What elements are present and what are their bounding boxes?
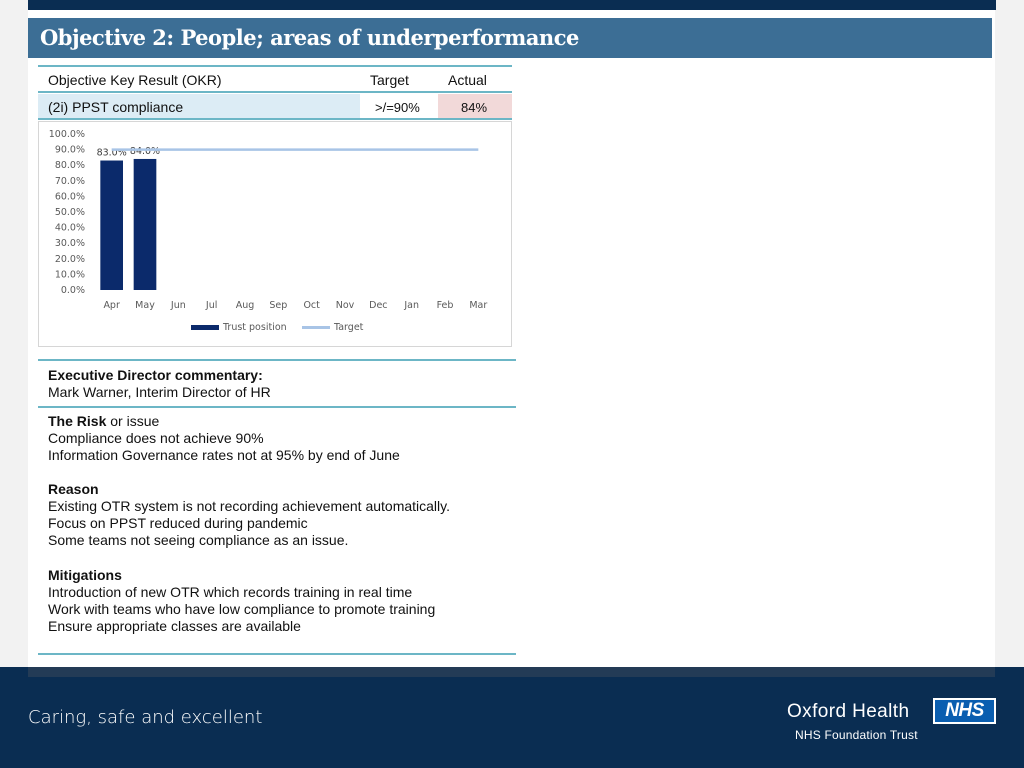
data-label: 83.0% bbox=[96, 147, 127, 159]
okr-row-actual: 84% bbox=[438, 94, 512, 118]
chart-box bbox=[38, 121, 512, 347]
okr-row bbox=[38, 94, 512, 118]
risk-line: Information Governance rates not at 95% by end of June bbox=[48, 447, 400, 463]
mitigations-block bbox=[48, 567, 508, 635]
legend-label: Trust position bbox=[223, 322, 287, 333]
x-tick-label: Nov bbox=[335, 300, 355, 311]
x-tick-label: Sep bbox=[269, 300, 288, 311]
nhs-logo-text: NHS bbox=[935, 700, 994, 722]
org-name: Oxford Health bbox=[787, 701, 910, 722]
okr-row-target: >/=90% bbox=[360, 94, 438, 118]
okr-header-target: Target bbox=[370, 72, 409, 88]
risk-block bbox=[48, 413, 508, 464]
mitigation-line: Introduction of new OTR which records training in real time bbox=[48, 584, 413, 600]
x-tick-label: Mar bbox=[469, 300, 488, 311]
mitigation-line: Ensure appropriate classes are available bbox=[48, 618, 301, 634]
x-tick-label: Feb bbox=[436, 300, 454, 311]
okr-row-name: (2i) PPST compliance bbox=[38, 94, 360, 118]
x-tick-label: Dec bbox=[369, 300, 388, 311]
y-tick-label: 0.0% bbox=[60, 285, 85, 296]
y-tick-label: 10.0% bbox=[54, 269, 85, 281]
reason-line: Some teams not seeing compliance as an issue. bbox=[48, 532, 349, 548]
commentary-block bbox=[48, 367, 508, 401]
top-bar bbox=[28, 0, 996, 10]
divider-commentary-top bbox=[38, 359, 516, 361]
reason-heading: Reason bbox=[48, 481, 99, 497]
footer bbox=[0, 667, 1024, 768]
bar bbox=[134, 159, 157, 290]
y-tick-label: 50.0% bbox=[54, 207, 85, 218]
mitigations-heading: Mitigations bbox=[48, 567, 122, 583]
legend-swatch-trust-position bbox=[191, 325, 219, 330]
okr-header-actual: Actual bbox=[448, 72, 487, 88]
okr-bottom-rule bbox=[38, 118, 512, 120]
y-tick-label: 40.0% bbox=[54, 222, 85, 234]
footer-tagline: Caring, safe and excellent bbox=[28, 707, 263, 728]
risk-heading-bold: The Risk bbox=[48, 413, 107, 429]
y-tick-label: 20.0% bbox=[54, 253, 85, 265]
divider-commentary-bottom bbox=[38, 406, 516, 408]
reason-line: Focus on PPST reduced during pandemic bbox=[48, 515, 308, 531]
nhs-logo bbox=[933, 698, 996, 724]
risk-heading-rest: or issue bbox=[106, 413, 160, 429]
bar bbox=[100, 161, 123, 290]
y-tick-label: 70.0% bbox=[54, 175, 85, 187]
risk-line: Compliance does not achieve 90% bbox=[48, 430, 264, 446]
y-tick-label: 90.0% bbox=[54, 144, 85, 156]
ppst-compliance-chart bbox=[39, 122, 513, 348]
y-tick-label: 100.0% bbox=[48, 129, 85, 140]
risk-heading bbox=[48, 413, 508, 430]
page-title: Objective 2: People; areas of underperformance bbox=[40, 25, 579, 50]
x-tick-label: Apr bbox=[103, 300, 120, 311]
legend-label: Target bbox=[334, 322, 364, 333]
x-tick-label: Oct bbox=[303, 300, 320, 311]
reason-block bbox=[48, 481, 508, 549]
y-tick-label: 80.0% bbox=[54, 160, 85, 172]
okr-top-rule bbox=[38, 65, 512, 67]
y-tick-label: 60.0% bbox=[54, 191, 85, 203]
x-tick-label: Jun bbox=[170, 300, 186, 311]
commentary-author: Mark Warner, Interim Director of HR bbox=[48, 384, 271, 400]
mitigation-line: Work with teams who have low compliance to promote training bbox=[48, 601, 436, 617]
org-subtitle: NHS Foundation Trust bbox=[795, 728, 918, 742]
x-tick-label: Jul bbox=[205, 300, 218, 311]
y-tick-label: 30.0% bbox=[54, 238, 85, 250]
okr-header-rule bbox=[38, 91, 512, 93]
reason-line: Existing OTR system is not recording achievement automatically. bbox=[48, 498, 451, 514]
x-tick-label: Aug bbox=[235, 300, 255, 311]
footer-shadow bbox=[28, 667, 995, 677]
x-tick-label: May bbox=[135, 300, 155, 311]
okr-header-name: Objective Key Result (OKR) bbox=[48, 72, 222, 88]
divider-bottom bbox=[38, 653, 516, 655]
commentary-heading: Executive Director commentary: bbox=[48, 367, 263, 383]
legend-swatch-target bbox=[302, 326, 330, 329]
title-bar bbox=[28, 18, 992, 58]
data-label: 84.0% bbox=[129, 145, 161, 157]
x-tick-label: Jan bbox=[404, 300, 419, 311]
